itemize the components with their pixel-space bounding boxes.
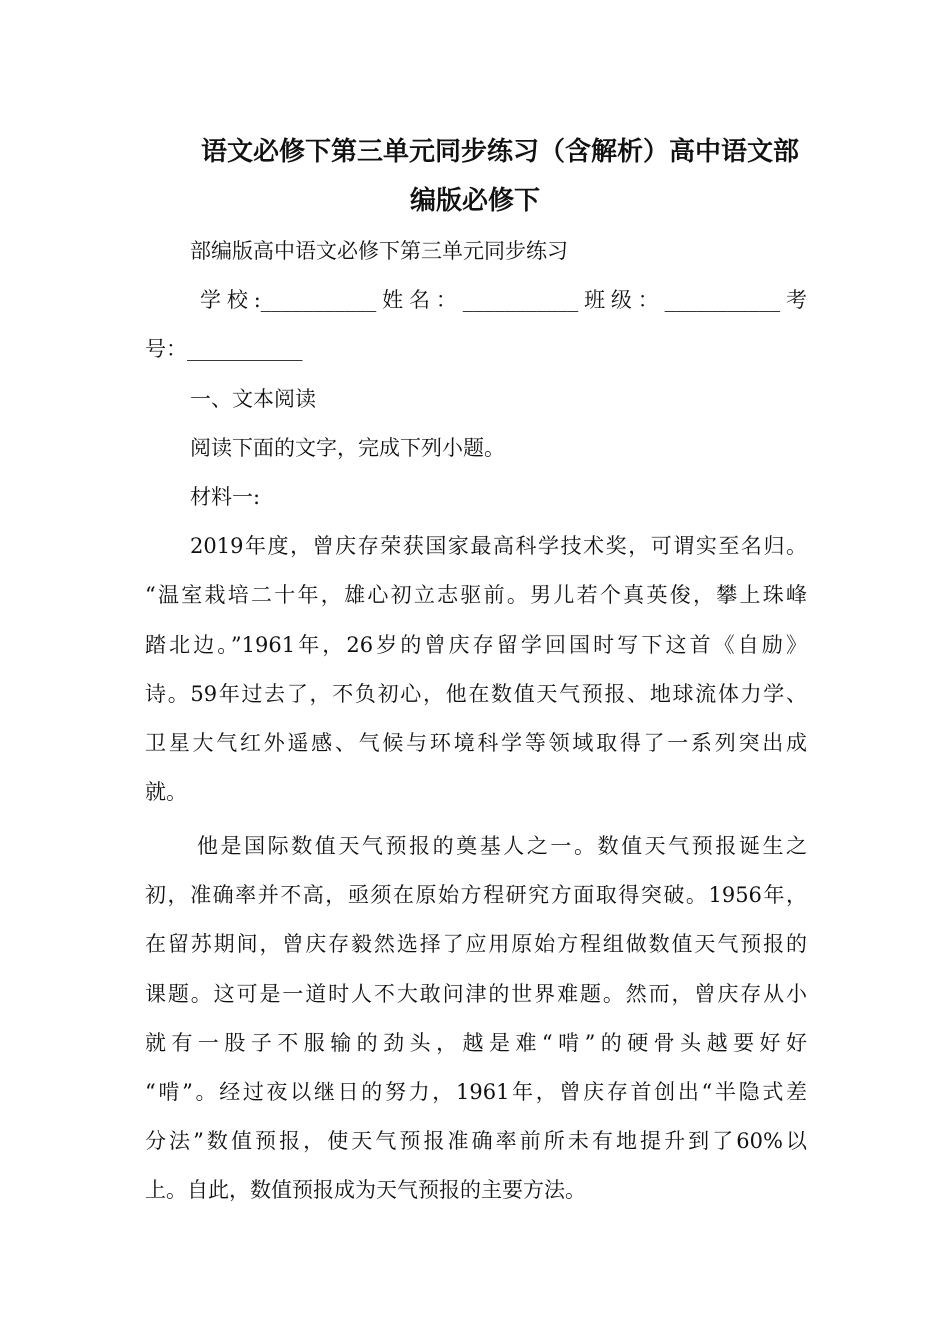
paragraph-1-line: 诗。59年过去了，不负初心，他在数值天气预报、地球流体力学、	[145, 681, 807, 706]
paragraph-2-line: “啃”。经过夜以继日的努力，1961年，曾庆存首创出“半隐式差	[145, 1079, 807, 1104]
paragraph-1-line: 就。	[145, 780, 187, 805]
reading-instruction: 阅读下面的文字，完成下列小题。	[190, 435, 505, 460]
section-heading: 一、文本阅读	[190, 386, 316, 411]
student-info-line-2: 号：___________	[145, 337, 303, 362]
paragraph-1-line: 2019年度，曾庆存荣获国家最高科学技术奖，可谓实至名归。	[190, 534, 807, 559]
paragraph-2-line: 上。自此，数值预报成为天气预报的主要方法。	[145, 1178, 586, 1203]
paragraph-2-line: 初，准确率并不高，亟须在原始方程研究方面取得突破。1956年，	[145, 883, 807, 908]
document-body-continued	[145, 822, 807, 1216]
student-info-line-1: 学校:___________姓名：___________班级：___________考	[200, 288, 807, 313]
paragraph-1-line: 踏北边。”1961年，26岁的曾庆存留学回国时写下这首《自励》	[145, 632, 807, 657]
paragraph-2-line: 就有一股子不服输的劲头，越是难“啃”的硬骨头越要好好	[145, 1030, 807, 1055]
document-title-line-1: 语文必修下第三单元同步练习（含解析）高中语文部	[200, 137, 799, 167]
paragraph-2-line: 课题。这可是一道时人不大敢问津的世界难题。然而，曾庆存从小	[145, 981, 807, 1006]
document-body	[145, 227, 807, 817]
paragraph-1-line: 卫星大气红外遥感、气候与环境科学等领域取得了一系列突出成	[145, 730, 807, 755]
paragraph-1-line: “温室栽培二十年，雄心初立志驱前。男儿若个真英俊，攀上珠峰	[145, 583, 807, 608]
material-label: 材料一:	[190, 484, 261, 509]
document-title-line-2: 编版必修下	[409, 186, 540, 216]
paragraph-2-line: 在留苏期间，曾庆存毅然选择了应用原始方程组做数值天气预报的	[145, 932, 807, 957]
paragraph-2-line: 分法”数值预报，使天气预报准确率前所未有地提升到了60%以	[145, 1129, 807, 1154]
paragraph-2-line: 他是国际数值天气预报的奠基人之一。数值天气预报诞生之	[197, 834, 807, 858]
subtitle: 部编版高中语文必修下第三单元同步练习	[190, 239, 568, 263]
